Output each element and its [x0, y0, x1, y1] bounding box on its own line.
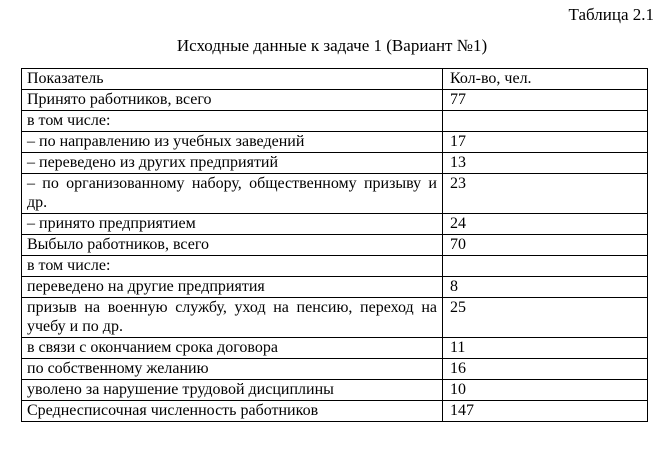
- row-value: 8: [443, 277, 648, 298]
- row-value: 13: [443, 153, 648, 174]
- table-row: [22, 359, 648, 380]
- row-value: 25: [443, 298, 648, 338]
- data-table: [21, 68, 648, 422]
- table-row: [22, 214, 648, 235]
- table-row: [22, 401, 648, 422]
- table-row: [22, 277, 648, 298]
- row-param: уволено за нарушение трудовой дисциплины: [22, 380, 443, 401]
- row-value: 70: [443, 235, 648, 256]
- row-param: – по организованному набору, общественному призыву и др.: [22, 174, 443, 214]
- table-title: Исходные данные к задаче 1 (Вариант №1): [176, 36, 488, 55]
- row-param: – переведено из других предприятий: [22, 153, 443, 174]
- row-value: 23: [443, 174, 648, 214]
- table-row: [22, 132, 648, 153]
- row-value: 16: [443, 359, 648, 380]
- table-row: [22, 111, 648, 132]
- row-param: в связи с окончанием срока договора: [22, 338, 443, 359]
- row-value: 24: [443, 214, 648, 235]
- row-param: Выбыло работников, всего: [22, 235, 443, 256]
- row-value: 147: [443, 401, 648, 422]
- table-row: [22, 153, 648, 174]
- row-value: 17: [443, 132, 648, 153]
- table-row: [22, 174, 648, 214]
- table-row: [22, 338, 648, 359]
- row-param: в том числе:: [22, 256, 443, 277]
- table-row: [22, 235, 648, 256]
- row-value: 10: [443, 380, 648, 401]
- header-value: Кол-во, чел.: [443, 69, 648, 90]
- table-header-row: [22, 69, 648, 90]
- row-value: [443, 256, 648, 277]
- row-param: в том числе:: [22, 111, 443, 132]
- row-value: [443, 111, 648, 132]
- row-value: 11: [443, 338, 648, 359]
- table-row: [22, 380, 648, 401]
- row-param: Среднесписочная численность работников: [22, 401, 443, 422]
- row-param: – принято предприятием: [22, 214, 443, 235]
- table-number: Таблица 2.1: [568, 5, 654, 24]
- table-row: [22, 90, 648, 111]
- row-param: переведено на другие предприятия: [22, 277, 443, 298]
- table-row: [22, 256, 648, 277]
- row-value: 77: [443, 90, 648, 111]
- row-param: – по направлению из учебных заведений: [22, 132, 443, 153]
- table-row: [22, 298, 648, 338]
- row-param: призыв на военную службу, уход на пенсию, переход на учебу и по др.: [22, 298, 443, 338]
- header-param: Показатель: [22, 69, 443, 90]
- row-param: Принято работников, всего: [22, 90, 443, 111]
- row-param: по собственному желанию: [22, 359, 443, 380]
